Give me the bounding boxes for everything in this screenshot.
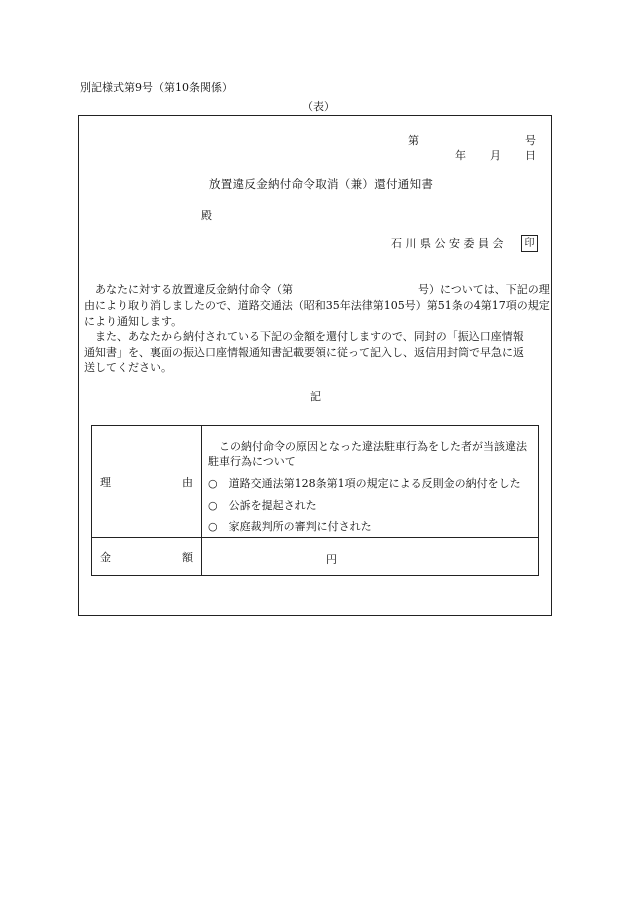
amount-label-cell [92,538,202,576]
reason-option: ○ 家庭裁判所の審判に付された [208,520,372,533]
reason-label-2: 由 [182,475,193,489]
number-prefix: 第 [408,134,419,147]
side-label: （表） [302,100,335,113]
reason-row [92,426,539,538]
reason-intro-2: 駐車行為について [208,455,296,468]
ki-label: 記 [310,390,321,403]
record-table [91,425,539,576]
date-day: 日 [525,149,536,162]
reason-content-cell [202,426,539,538]
amount-label-1: 金 [100,550,111,564]
reason-label-1: 理 [100,475,111,489]
reason-label-cell [92,426,202,538]
amount-label-2: 額 [182,550,193,564]
reason-intro-1: この納付命令の原因となった違法駐車行為をした者が当該違法 [208,440,527,453]
document-title: 放置違反金納付命令取消（兼）還付通知書 [209,177,434,191]
body-line-1a: あなたに対する放置違反金納付命令（第 [84,283,293,296]
form-label: 別記様式第9号（第10条関係） [80,81,233,94]
amount-unit: 円 [326,553,337,566]
body-line-2: 由により取り消しましたので、道路交通法（昭和35年法律第105号）第51条の4第17項の規定 [84,299,550,312]
addressee-suffix: 殿 [201,209,212,222]
date-month: 月 [490,149,501,162]
reason-option: ○ 公訴を提起された [208,499,317,512]
number-suffix: 号 [525,134,536,147]
reason-option: ○ 道路交通法第128条第1項の規定による反則金の納付をした [208,477,521,490]
issuer: 石 川 県 公 安 委 員 会 [391,237,504,250]
date-year: 年 [455,149,466,162]
body-line-3: により通知します。 [84,315,183,328]
body-line-6: 送してください。 [84,361,172,374]
seal-mark: 印 [521,235,538,252]
amount-content-cell [202,538,539,576]
body-line-4: また、あなたから納付されている下記の金額を還付しますので、同封の「振込口座情報 [84,330,524,343]
amount-row [92,538,539,576]
body-line-5: 通知書」を、裏面の振込口座情報通知書記載要領に従って記入し、返信用封筒で早急に返 [84,346,524,359]
body-line-1b: 号）については、下記の理 [418,283,550,296]
